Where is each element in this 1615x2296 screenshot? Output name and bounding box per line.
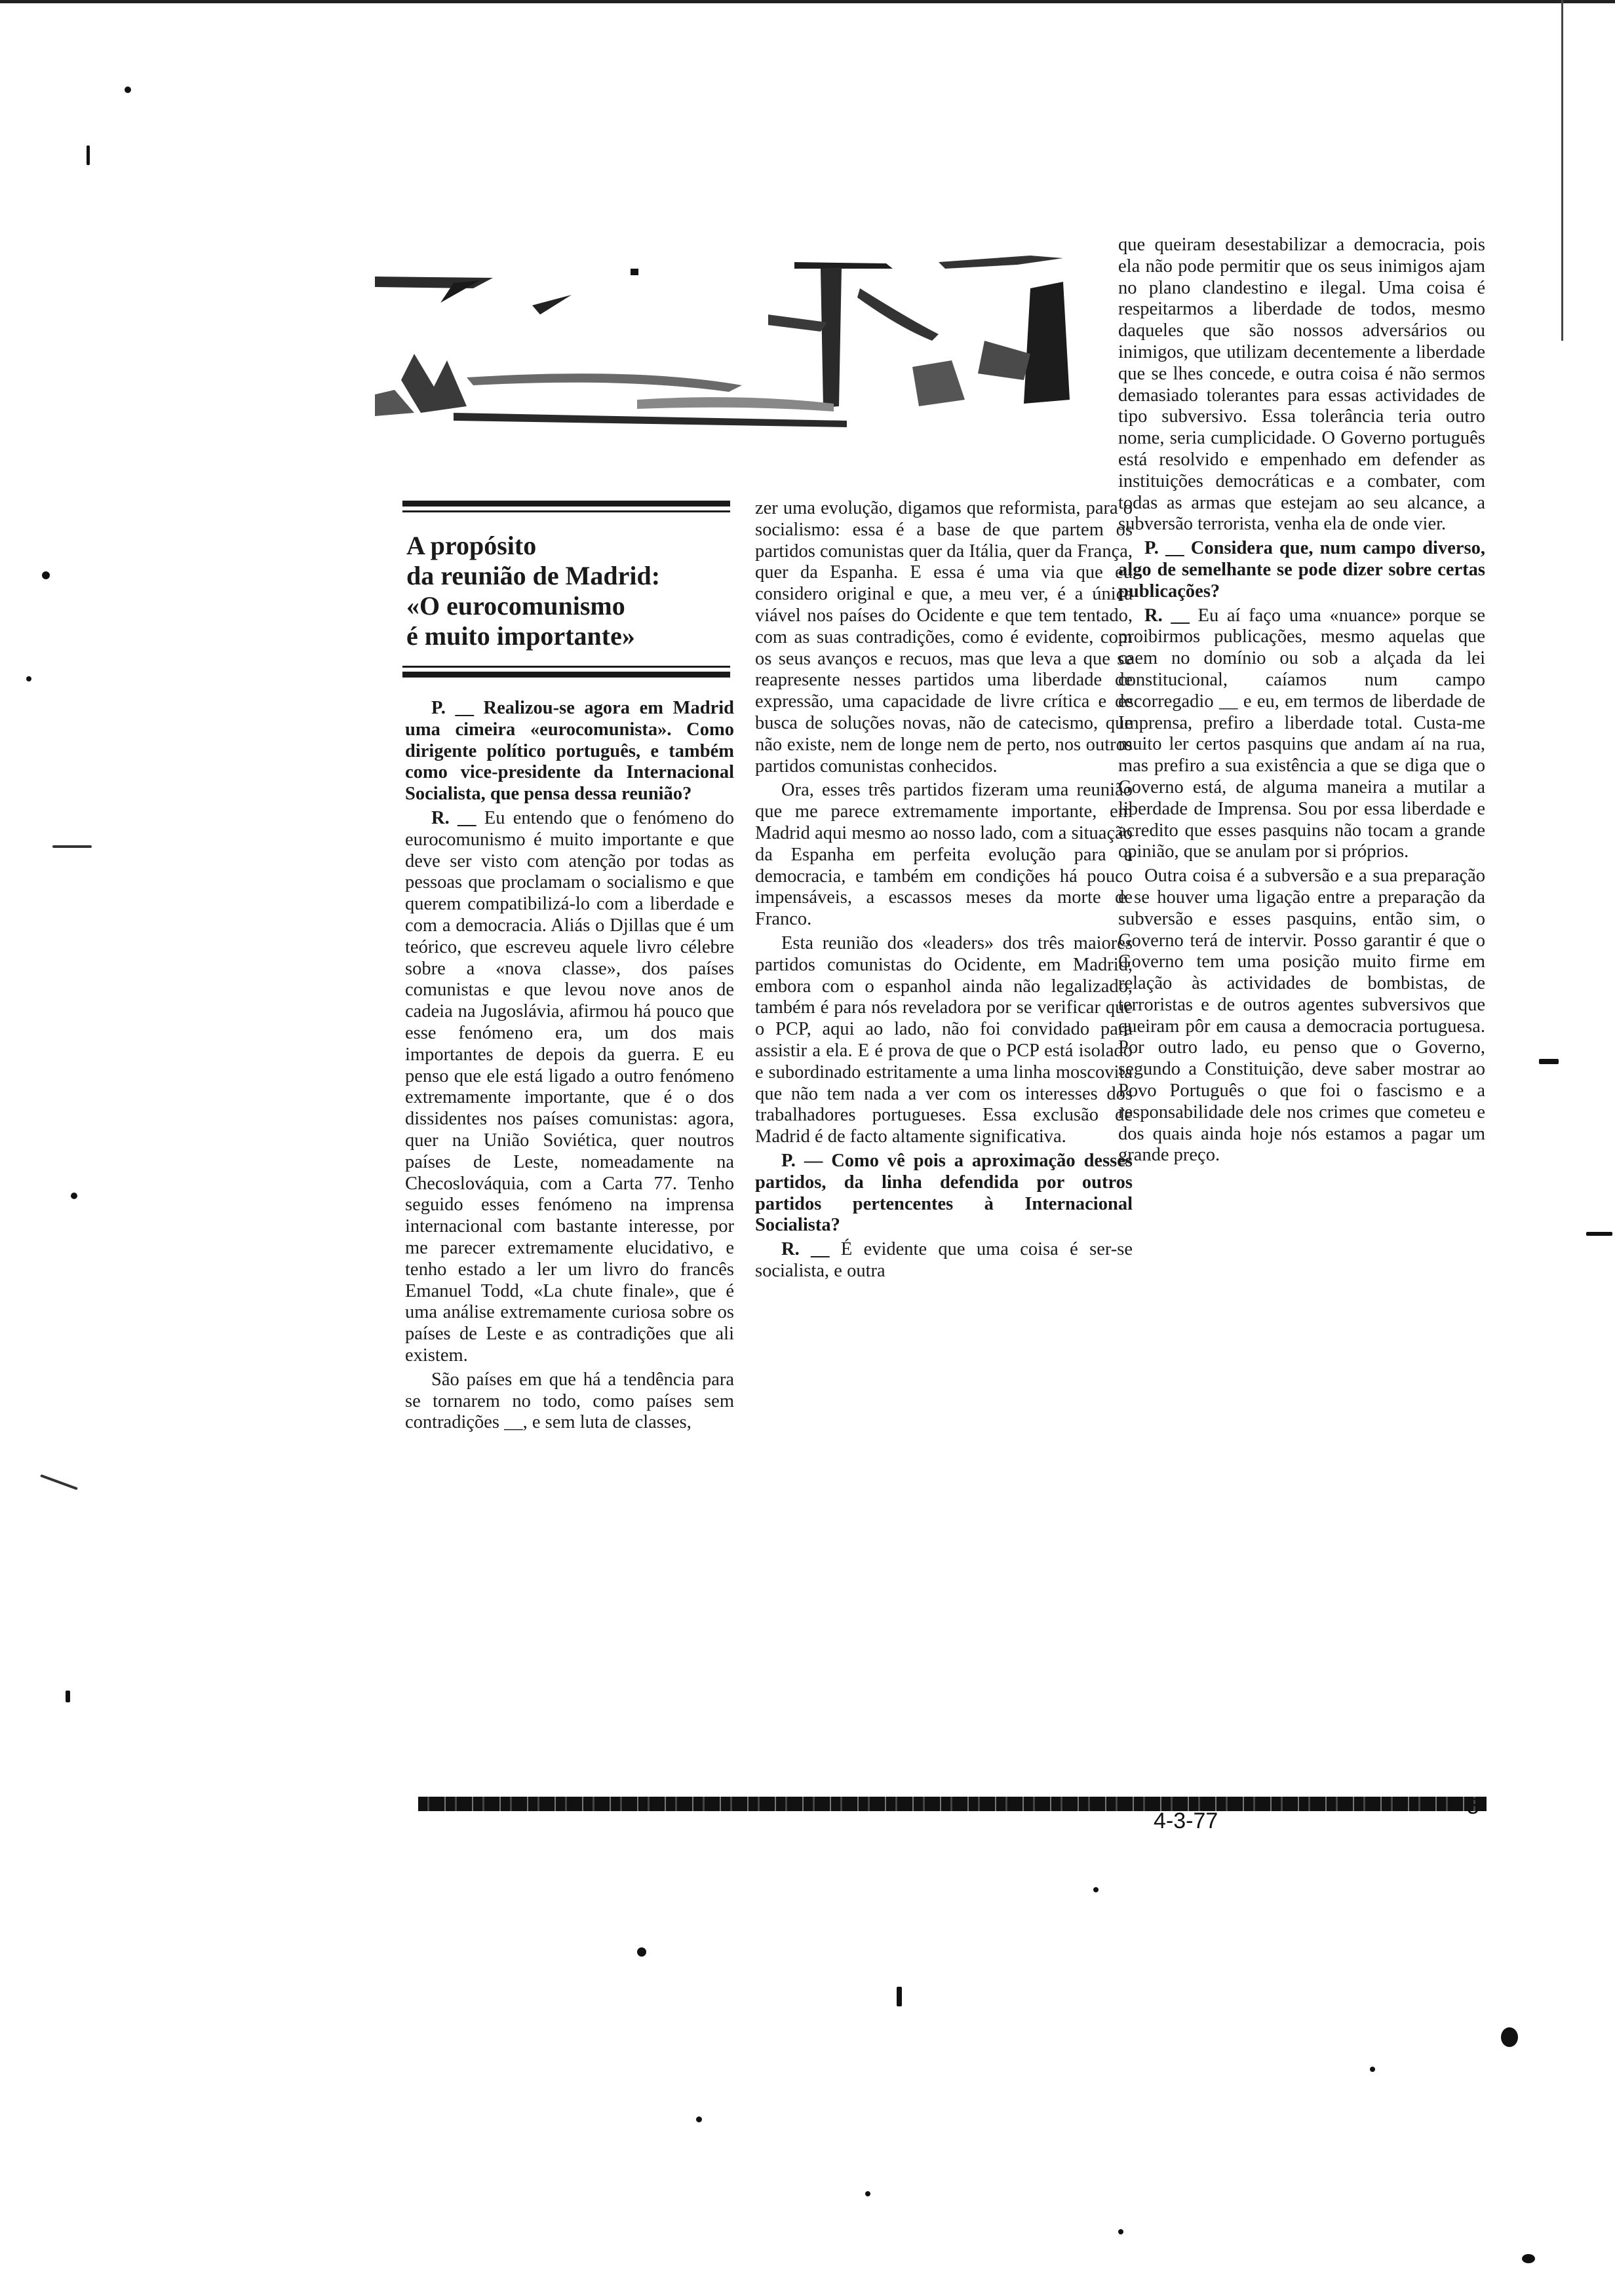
scan-speck: [1522, 2254, 1535, 2263]
paragraph-text: que queiram desestabilizar a democracia, pois ela não pode permitir que os seus inimigos ajam no plano clandestino e ilegal. Uma coisa é respeitarmos a liberdade de todos, mesmo daqueles que são nossos adversários ou inimigos, que utilizam decentemente a liberdade que se lhes concede, e outra coisa é não sermos demasiado tolerantes para essas actividades de tipo subversivo. Essa tolerância teria outro nome, seria cumplicidade. O Governo português está resolvido e empenhado em defender as instituições democráticas e a combater, com todas as armas que estejam ao seu alcance, a subversão terrorista, venha ela de onde vier.: [1118, 235, 1485, 535]
issue-date: 4-3-77: [1154, 1808, 1218, 1833]
paragraph-text: Eu aí faço uma «nuance» porque se proibirmos publicações, mesmo aquelas que caem no domínio ou sob a alçada da lei constitucional, caíamos num campo escorregadio __ e eu, em termos de liberdade de Imprensa, prefiro a liberdade total. Custa-me muito ler certos pasquins que andam aí na rua, mas prefiro a sua existência a que se diga que o Governo está, de alguma maneira a mutilar a liberdade de Imprensa. Sou por essa liberdade e acredito que esses pasquins não tocam a grande opinião, que se anulam por si próprios.: [1118, 605, 1485, 862]
speaker-marker: P. __: [1144, 538, 1191, 559]
speaker-marker: R. __: [431, 807, 484, 828]
scan-speck: [26, 676, 31, 681]
page-top-rule: [0, 0, 1615, 3]
scan-speck: [1501, 2027, 1518, 2047]
headline-line: «O eurocomunismo: [406, 591, 625, 621]
article-paragraph: [1118, 866, 1485, 1166]
speaker-marker: P. —: [781, 1150, 832, 1171]
article-column-2: [755, 498, 1133, 1285]
article-paragraph: [1118, 235, 1485, 535]
scan-speck: [696, 2116, 702, 2122]
scan-speck: [71, 1193, 77, 1199]
article-paragraph: [1118, 605, 1485, 864]
page-number: 5: [1467, 1794, 1479, 1819]
speaker-marker: R. __: [781, 1239, 841, 1260]
article-column-3: [1118, 235, 1485, 1169]
scan-edge-line: [1561, 0, 1563, 341]
paragraph-text: É evidente que uma coisa é ser-se socialista, e outra: [755, 1239, 1133, 1281]
article-paragraph: [755, 780, 1133, 930]
scan-speck: [66, 1691, 70, 1702]
speaker-marker: P. __: [431, 698, 484, 718]
article-paragraph: [405, 808, 734, 1367]
scan-speck: [42, 571, 50, 579]
speaker-marker: R. __: [1144, 605, 1198, 626]
article-paragraph: [755, 933, 1133, 1148]
article-paragraph: [755, 498, 1133, 777]
article-photo: [375, 249, 1074, 436]
headline-box: [402, 501, 730, 678]
scan-speck: [52, 845, 92, 848]
headline-line: é muito importante»: [406, 621, 635, 651]
paragraph-text: Ora, esses três partidos fizeram uma reunião que me parece extremamente importante, em Madrid aqui mesmo ao nosso lado, com a situação da Espanha em perfeita evolução para a democracia, e também em condições há pouco impensáveis, a escassos meses da morte de Franco.: [755, 780, 1133, 930]
scan-speck: [87, 145, 90, 165]
interview-question: Como vê pois a aproximação desses partidos, da linha defendida por outros partidos pertencentes à Internacional Socialista?: [755, 1150, 1133, 1236]
scan-speck: [1370, 2067, 1375, 2072]
scan-speck: [40, 1474, 78, 1490]
article-paragraph: [1118, 538, 1485, 602]
scan-speck: [637, 1947, 646, 1957]
paragraph-text: Outra coisa é a subversão e a sua preparação e se houver uma ligação entre a preparação da subversão e esses pasquins, então sim, o Governo terá de intervir. Posso garantir é que o Governo tem uma posição muito firme em relação às actividades de bombistas, de terroristas e de outros agentes subversivos que queiram pôr em causa a democracia portuguesa. Por outro lado, eu penso que o Governo, segundo a Constituição, deve saber mostrar ao Povo Português o que foi o fascismo e a responsabilidade dele nos crimes que cometeu e dos quais ainda hoje nós estamos a pagar um grande preço.: [1118, 866, 1485, 1166]
scan-speck: [125, 86, 131, 93]
paragraph-text: Esta reunião dos «leaders» dos três maiores partidos comunistas do Ocidente, em Madrid, embora com o espanhol ainda não legalizado, também é para nós reveladora por se verificar que o PCP, aqui ao lado, não foi convidado para assistir a ela. E é prova de que o PCP está isolado e subordinado estritamente a uma linha moscovita que não tem nada a ver com os interesses dos trabalhadores portugueses. Essa exclusão de Madrid é de facto altamente significativa.: [755, 932, 1133, 1147]
paragraph-text: Eu entendo que o fenómeno do eurocomunismo é muito importante e que deve ser visto com atenção por todas as pessoas que proclamam o socialismo e que querem compatibilizá-lo com a liberdade e com a democracia. Aliás o Djillas que é um teórico, que escreveu aquele livro célebre sobre a «nova classe», dos países comunistas e que levou nove anos de cadeia na Jugoslávia, afirmou há pouco que esse fenómeno era, um dos mais importantes de depois da guerra. E eu penso que ele está ligado a outro fenómeno extremamente importante, que é o dos dissidentes nos países comunistas: agora, quer na União Soviética, quer noutros países de Leste, nomeadamente na Checoslováquia, com a Carta 77. Tenho seguido esses fenómeno na imprensa internacional com bastante interesse, por me parecer extremamente elucidativo, e tenho estado a ler um livro do francês Emanuel Todd, «La chute finale», que é uma análise extremamente curiosa sobre os países de Leste e as contradições que ali existem.: [405, 807, 734, 1366]
headline-top-rule: [402, 501, 730, 507]
headline-top-rule-thin: [402, 510, 730, 512]
article-paragraph: [405, 698, 734, 805]
headline-bottom-rule-thin: [402, 666, 730, 668]
article-paragraph: [405, 1369, 734, 1434]
paragraph-text: zer uma evolução, digamos que reformista, para o socialismo: essa é a base de que partem os partidos comunistas quer da Itália, quer da França, quer da Espanha. E essa é uma via que eu considero original e que, a meu ver, é a única viável nos países do Ocidente e que tem tentado, com as suas contradições, como é evidente, com os seus avanços e recuos, mas que leva a que se reapresente nesses partidos uma liberdade de expressão, uma capacidade de livre crítica e de busca de soluções novas, não de catecismo, que não existe, nem de longe nem de perto, nos outros partidos comunistas conhecidos.: [755, 498, 1133, 776]
interview-question: Realizou-se agora em Madrid uma cimeira «eurocomunista». Como dirigente político português, e também como vice-presidente da Internacional Socialista, que pensa dessa reunião?: [405, 698, 734, 805]
article-paragraph: [755, 1151, 1133, 1236]
scan-speck: [1118, 2229, 1123, 2234]
article-paragraph: [755, 1239, 1133, 1282]
headline: [406, 531, 730, 651]
scan-speck: [897, 1987, 902, 2006]
scan-speck: [865, 2191, 870, 2196]
headline-line: da reunião de Madrid:: [406, 561, 661, 590]
scan-speck: [1586, 1232, 1612, 1236]
article-column-1: [405, 698, 734, 1436]
headline-bottom-rule: [402, 672, 730, 678]
scan-speck: [1093, 1887, 1099, 1892]
footer-rule: [418, 1797, 1487, 1811]
scan-speck: [1539, 1059, 1559, 1064]
paragraph-text: São países em que há a tendência para se tornarem no todo, como países sem contradições __, e sem luta de classes,: [405, 1369, 734, 1433]
headline-line: A propósito: [406, 531, 537, 560]
interview-question: Considera que, num campo diverso, algo de semelhante se pode dizer sobre certas publicações?: [1118, 538, 1485, 602]
